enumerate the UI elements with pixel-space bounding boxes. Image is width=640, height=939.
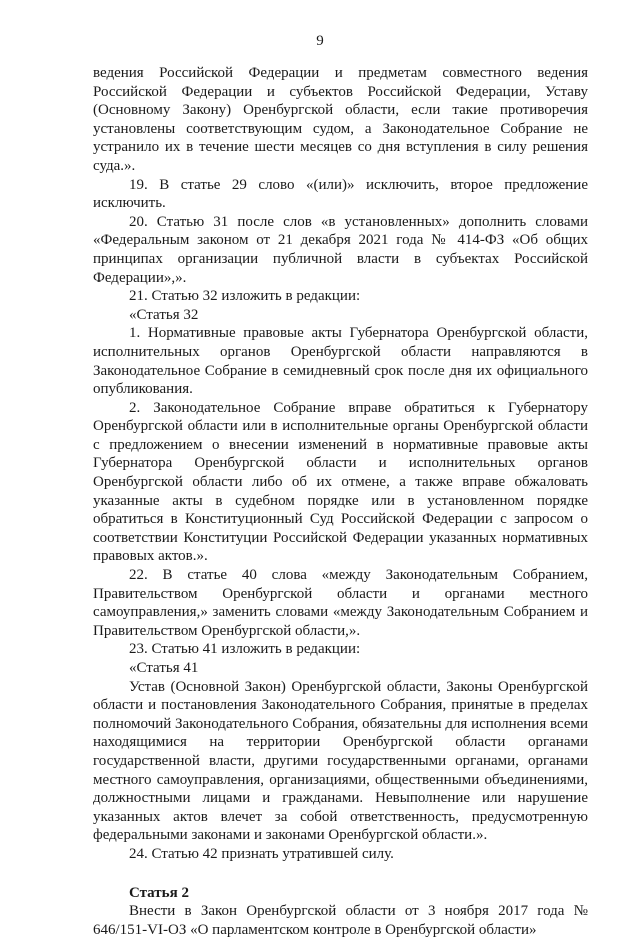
paragraph-continuation: ведения Российской Федерации и предметам совместного ведения Российской Федерации и субъектов Российской Федерации, Уставу (Основному Закону) Оренбургской области, если такие противоречия установлены соответствующим судом, а Законодательное Собрание не устранило их в течение шести месяцев со дня вступления в силу решения суда.». (93, 65, 588, 174)
article-41-text: Устав (Основной Закон) Оренбургской области, Законы Оренбургской области и постановления Законодательного Собрания, принятые в пределах полномочий Законодательного Собрания, обязательны для исполнения всеми находящимися на территории Оренбургской области органами государственной власти, другими государственными органами, органами местного самоуправления, организациями, общественными объединениями, должностными лицами и гражданами. Невыполнение или нарушение указанных актов влечет за собой ответственность, предусмотренную федеральными законами и законами Оренбургской области.». (93, 678, 588, 844)
article-32-part-2: 2. Законодательное Собрание вправе обратиться к Губернатору Оренбургской области или в исполнительные органы Оренбургской области с предложением о внесении изменений в нормативные правовые акты Губернатора Оренбургской области и исполнительных органов Оренбургской области либо об их отмене, а также вправе обжаловать указанные акты в судебном порядке или в установленном порядке обратиться в Конституционный Суд Российской Федерации с запросом о соответствии Конституции Российской Федерации указанных нормативных правовых актов.». (93, 399, 588, 565)
article-2-text: Внести в Закон Оренбургской области от 3 ноября 2017 года № 646/151-VI-ОЗ «О парламентском контроле в Оренбургской области» (93, 903, 588, 938)
document-body (93, 64, 588, 939)
paragraph-item-21: 21. Статью 32 изложить в редакции: (129, 288, 361, 305)
paragraph-item-19: 19. В статье 29 слово «(или)» исключить, второе предложение исключить. (93, 176, 588, 212)
article-2-heading: Статья 2 (129, 884, 189, 901)
page-number: 9 (316, 33, 324, 49)
article-32-title: «Статья 32 (129, 306, 199, 323)
article-32-part-1: 1. Нормативные правовые акты Губернатора Оренбургской области, исполнительных органов Оренбургской области направляются в Законодательное Собрание в семидневный срок после дня их официального опубликования. (93, 325, 588, 398)
article-41-title: «Статья 41 (129, 660, 199, 676)
paragraph-item-24: 24. Статью 42 признать утратившей силу. (129, 845, 394, 862)
paragraph-item-22: 22. В статье 40 слова «между Законодательным Собранием, Правительством Оренбургской области и органами местного самоуправления,» заменить словами «между Законодательным Собранием и Правительством Оренбургской области,». (93, 567, 588, 639)
paragraph-item-23: 23. Статью 41 изложить в редакции: (129, 641, 361, 658)
paragraph-item-20: 20. Статью 31 после слов «в установленных» дополнить словами «Федеральным законом от 21 декабря 2021 года № 414-ФЗ «Об общих принципах организации публичной власти в субъектах Российской Федерации»,». (93, 213, 588, 286)
